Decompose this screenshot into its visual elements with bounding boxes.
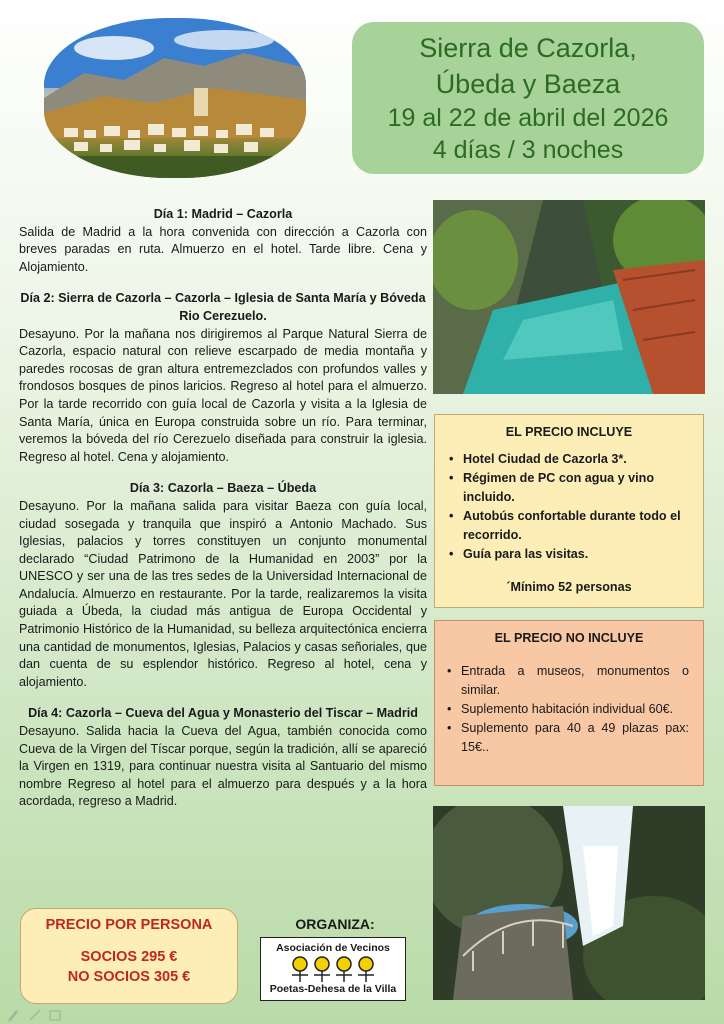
day-title: Día 4: Cazorla – Cueva del Agua y Monasterio del Tiscar – Madrid <box>28 706 418 721</box>
price-title: PRECIO POR PERSONA <box>45 917 213 933</box>
day-description: Desayuno. Por la mañana salida para visitar Baeza con guía local, ciudad sosegada y tranquila que inspiró a Antonio Machado. Sus Iglesias, palacios y torres constituyen un conjunto monumental declarado “Ciudad Patrimono de la Humanidad en 2003” por la UNESCO y ser una de las tres sedes de la Universidad Internacional de Andalucía. Almuerzo en restaurante. Por la tarde, realizaremos la visita guiada a Úbeda, la ciudad más antigua de Europa Occidental y Patrimonio Histórico de la Humanidad, su belleza arquitectónica encierra una cantidad de monumentos, Iglesias, Palacios y casas señoriales, que dan cuenta de su esplendor histórico. Regreso al hotel, cena y alojamiento. <box>19 498 427 689</box>
includes-list <box>435 450 703 564</box>
river-walkway-photo <box>433 200 705 394</box>
logo-top-text: Asociación de Vecinos <box>276 942 390 954</box>
members-price: SOCIOS 295 € <box>80 949 178 965</box>
association-logo <box>260 937 406 1001</box>
trip-title-line1: Sierra de Cazorla, <box>419 33 637 63</box>
non-members-price: NO SOCIOS 305 € <box>67 969 191 985</box>
smiley-figures-icon <box>288 955 378 983</box>
list-item: • Suplemento habitación individual 60€. <box>447 700 689 719</box>
day-2 <box>19 290 427 466</box>
minimum-group-size: ´Mínimo 52 personas <box>506 580 632 594</box>
day-title: Día 2: Sierra de Cazorla – Cazorla – Iglesia de Santa María y Bóveda Rio Cerezuelo. <box>20 291 426 323</box>
excludes-list <box>435 662 703 757</box>
trip-title-box <box>352 22 704 174</box>
day-title: Día 3: Cazorla – Baeza – Úbeda <box>129 481 317 496</box>
list-item: • Suplemento para 40 a 49 plazas pax: 15€.. <box>447 719 689 757</box>
day-4 <box>19 705 427 811</box>
trip-dates: 19 al 22 de abril del 2026 <box>387 104 669 132</box>
includes-title: EL PRECIO INCLUYE <box>505 425 633 439</box>
trip-duration: 4 días / 3 noches <box>432 136 624 164</box>
list-item: • Autobús confortable durante todo el recorrido. <box>449 507 693 545</box>
price-per-person-box <box>20 908 238 1004</box>
list-item: • Régimen de PC con agua y vino incluido. <box>449 469 693 507</box>
day-3 <box>19 480 427 691</box>
list-item: • Entrada a museos, monumentos o similar. <box>447 662 689 700</box>
itinerary <box>19 206 427 825</box>
cazorla-village-photo <box>44 18 306 178</box>
logo-bottom-text: Poetas-Dehesa de la Villa <box>269 983 397 995</box>
trip-title-line2: Úbeda y Baeza <box>435 69 621 99</box>
day-title: Día 1: Madrid – Cazorla <box>153 207 293 221</box>
organizer-label: ORGANIZA: <box>295 916 375 932</box>
day-description: Desayuno. Salida hacia la Cueva del Agua, también conocida como Cueva de la Virgen del Tíscar porque, según la tradición, allí se apareció la Virgen en 1319, para continuar nuestra visita al Santuario del mismo nombre Regreso al hotel para el almuerzo para después y a la hora acordada, regreso a Madrid. <box>19 724 427 809</box>
price-includes-box <box>434 414 704 608</box>
waterfall-photo <box>433 806 705 1000</box>
list-item: • Guía para las visitas. <box>449 545 693 564</box>
day-1 <box>19 206 427 276</box>
list-item: • Hotel Ciudad de Cazorla 3*. <box>449 450 693 469</box>
day-description: Desayuno. Por la mañana nos dirigiremos al Parque Natural Sierra de Cazorla, espacio natural con relieve escarpado de media montaña y paredes rocosas de gran altura entremezclados con profundos valles y frondosos bosques de pinos laricios. Regreso al hotel para el almuerzo. Por la tarde recorrido con guía local de Cazorla y visita a la Iglesia de Santa María, única en Europa construida sobre un río. Para terminar, veremos la bóveda del río Cerezuelo diseñada para construir la iglesia. Regreso al hotel. Cena y alojamiento. <box>19 326 427 464</box>
day-description: Salida de Madrid a la hora convenida con dirección a Cazorla con breves paradas en ruta. Almuerzo en el hotel. Tarde libre. Cena y Alojamiento. <box>19 224 427 274</box>
excludes-title: EL PRECIO NO INCLUYE <box>494 631 644 645</box>
slide-toolbar-icons <box>6 1008 66 1022</box>
price-excludes-box <box>434 620 704 786</box>
